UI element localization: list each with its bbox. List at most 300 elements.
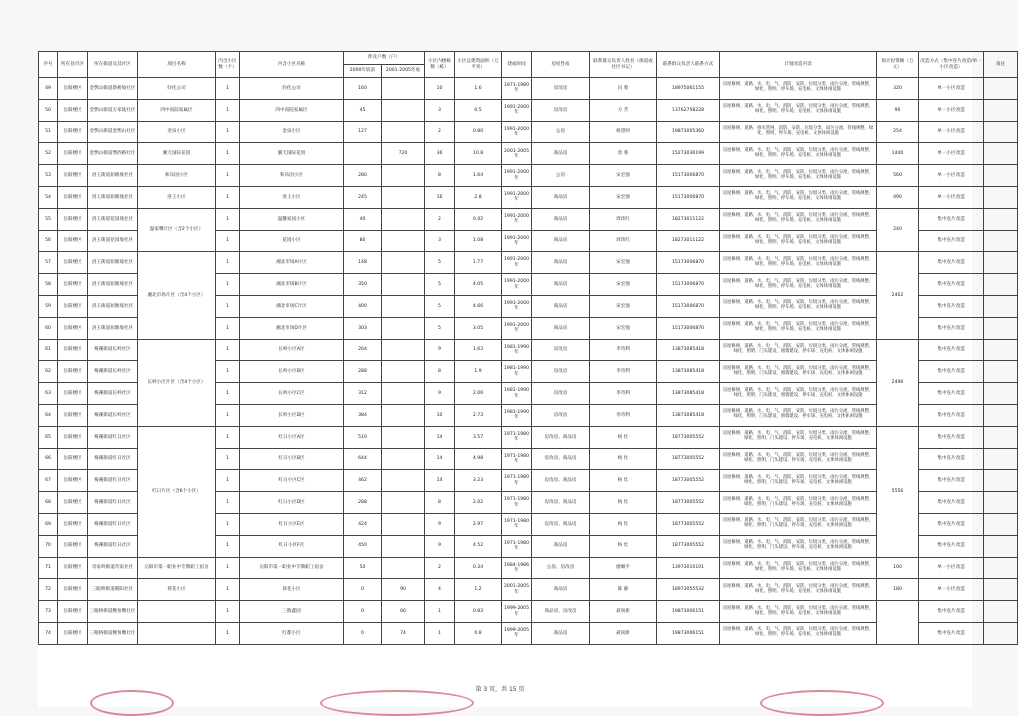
cell-phone: 19873005360 [657,121,720,143]
cell-sub-count: 1 [216,426,240,448]
cell-remark [984,383,1018,405]
cell-investment: 490 [877,186,919,208]
cell-hh-2005 [382,513,425,535]
cell-built: 1999-2005年 [502,601,532,623]
cell-remark [984,448,1018,470]
table-body [39,78,1018,645]
cell-mode: 单一小区改造 [919,165,984,187]
cell-built: 1991-2000年 [502,208,532,230]
cell-plan: 房屋修缮、道路、水、电、气、消防、安防、垃圾分类、雨污分流、管线规整、绿化、照明、停车场、充电桩、文体休闲设施 [720,252,877,274]
cell-contact: 宋宏强 [590,317,657,339]
cell-remark [984,426,1018,448]
cell-buildings: 14 [425,448,455,470]
cell-district: 岳阳楼区 [58,121,88,143]
cell-built: 1991-2000年 [502,121,532,143]
cell-investment: 320 [877,78,919,100]
cell-remark [984,208,1018,230]
cell-sub-name: 红日小区A区 [240,426,344,448]
cell-nature: 商品房 [532,186,590,208]
cell-phone: 13973010101 [657,557,720,579]
header-project: 项目名称 [138,52,216,78]
cell-phone: 15173006870 [657,317,720,339]
cell-mode: 集中连片改造 [919,448,984,470]
cell-mode: 集中连片改造 [919,535,984,557]
cell-remark [984,622,1018,644]
table-row [39,121,1018,143]
cell-sub-name: 红日小区B区 [240,448,344,470]
cell-remark [984,404,1018,426]
cell-built: 1984-1986年 [502,557,532,579]
cell-phone: 15173006870 [657,295,720,317]
cell-contact: 方 芳 [590,99,657,121]
cell-district: 岳阳楼区 [58,622,88,644]
cell-nature: 商品房 [532,252,590,274]
cell-phone: 18973055532 [657,579,720,601]
cell-buildings: 5 [425,295,455,317]
cell-remark [984,361,1018,383]
cell-hh-2005 [382,383,425,405]
cell-contact: 余 蓉 [590,143,657,165]
header-remark: 备注 [984,52,1018,78]
cell-hh-2000: 0 [344,601,382,623]
cell-phone: 18773005552 [657,470,720,492]
cell-mode: 集中连片改造 [919,601,984,623]
cell-contact: 杨 灶 [590,535,657,557]
header-hh-2005: 2001-2005年底 [382,65,425,78]
cell-sub-count: 1 [216,165,240,187]
cell-remark [984,535,1018,557]
cell-buildings: 1 [425,601,455,623]
cell-area: 2.8 [455,186,502,208]
cell-area: 2.73 [455,404,502,426]
cell-remark [984,579,1018,601]
cell-nature: 房改房、商品房 [532,513,590,535]
cell-district: 岳阳楼区 [58,404,88,426]
cell-seq: 54 [39,186,58,208]
cell-sub-count: 1 [216,448,240,470]
cell-sub-name: 四中南院家属区 [240,99,344,121]
cell-nature: 房改房 [532,404,590,426]
cell-built: 1991-2000年 [502,186,532,208]
header-plan: 计划改造内容 [720,52,877,78]
cell-street: 梅溪街道长岭社区 [88,361,138,383]
cell-street: 洛王街道屈塘坡社区 [88,186,138,208]
cell-built: 1981-1990年 [502,383,532,405]
cell-hh-2005 [382,339,425,361]
cell-nature: 商品房 [532,274,590,296]
cell-seq: 74 [39,622,58,644]
cell-hh-2000: 644 [344,448,382,470]
cell-sub-count: 1 [216,404,240,426]
cell-phone: 13762758228 [657,99,720,121]
cell-built: 1971-1980年 [502,78,532,100]
cell-remark [984,601,1018,623]
cell-hh-2005 [382,252,425,274]
cell-built: 2001-2005年 [502,143,532,165]
table-row [39,601,1018,623]
cell-built: 2001-2005年 [502,579,532,601]
cell-built: 1971-1980年 [502,426,532,448]
cell-district: 岳阳楼区 [58,274,88,296]
cell-remark [984,186,1018,208]
table-row [39,186,1018,208]
cell-mode: 集中连片改造 [919,274,984,296]
cell-plan: 房屋修缮、道路、水、电、气、消防、安防、垃圾分类、雨污分流、管线规整、绿化、照明、门头建设、围墙建设、停车场、充电桩、文体休闲设施 [720,339,877,361]
cell-built: 1971-1980年 [502,535,532,557]
cell-seq: 50 [39,99,58,121]
cell-remark [984,143,1018,165]
cell-remark [984,274,1018,296]
cell-seq: 55 [39,208,58,230]
cell-phone: 15173006870 [657,274,720,296]
cell-buildings: 5 [425,317,455,339]
cell-hh-2000: 264 [344,339,382,361]
cell-hh-2005 [382,404,425,426]
cell-area: 3.05 [455,317,502,339]
cell-hh-2000: 45 [344,99,382,121]
cell-plan: 房屋修缮、道路、排水管网、消防、安防、垃圾分类、雨污分流、管线规整、绿化、照明、停车场、充电桩、文体休闲设施 [720,121,877,143]
cell-contact: 陈 静 [590,579,657,601]
cell-remark [984,121,1018,143]
header-area: 小区总建筑面积（万平米） [455,52,502,78]
cell-remark [984,99,1018,121]
cell-built: 1971-1980年 [502,470,532,492]
cell-plan: 房屋修缮、道路、水、电、气、消防、安防、垃圾分类、雨污分流、管线规整、绿化、照明、门头建设、停车场、充电桩、文体休闲设施 [720,492,877,514]
cell-nature: 商品房 [532,579,590,601]
cell-seq: 64 [39,404,58,426]
cell-area: 1.63 [455,339,502,361]
cell-project: 四中南院家属区 [138,99,216,121]
cell-hh-2000: 510 [344,426,382,448]
cell-investment: 254 [877,121,919,143]
cell-buildings: 10 [425,404,455,426]
cell-hh-2005 [382,557,425,579]
cell-phone: 15273036199 [657,143,720,165]
cell-sub-count: 1 [216,383,240,405]
cell-phone: 15173006870 [657,186,720,208]
cell-sub-name: 红日小区F区 [240,535,344,557]
cell-district: 岳阳楼区 [58,470,88,492]
cell-plan: 房屋修缮、道路、水、电、气、消防、安防、垃圾分类、雨污分流、管线规整、绿化、照明、停车场、充电桩、文体休闲设施 [720,557,877,579]
cell-mode: 单一小区改造 [919,186,984,208]
cell-mode: 单一小区改造 [919,579,984,601]
cell-built: 1971-1980年 [502,513,532,535]
cell-hh-2005 [382,165,425,187]
cell-sub-name: 长岭小区B区 [240,361,344,383]
cell-hh-2005: 66 [382,601,425,623]
cell-built: 1991-2000年 [502,295,532,317]
header-phone: 联系群众负责人联系方式 [657,52,720,78]
cell-nature: 房改房 [532,383,590,405]
cell-contact: 李奇利 [590,383,657,405]
cell-nature: 房改房、商品房 [532,448,590,470]
cell-seq: 49 [39,78,58,100]
header-sub-count: 内含小区数（个） [216,52,240,78]
cell-street: 金鹗山街道万家垅社区 [88,99,138,121]
cell-nature: 商品房 [532,208,590,230]
cell-project: 洛王小区 [138,186,216,208]
cell-hh-2005: 90 [382,579,425,601]
cell-sub-name: 长岭小区D区 [240,404,344,426]
cell-sub-name: 洛王小区 [240,186,344,208]
cell-mode: 集中连片改造 [919,317,984,339]
cell-buildings: 1 [425,622,455,644]
seal-stamp [760,690,884,716]
cell-seq: 72 [39,579,58,601]
cell-sub-name: 和乐园小区 [240,165,344,187]
cell-district: 岳阳楼区 [58,99,88,121]
cell-plan: 房屋修缮、道路、水、电、气、消防、安防、垃圾分类、雨污分流、管线规整、绿化、照明、门头建设、停车场、充电桩、文体休闲设施 [720,470,877,492]
cell-nature: 房改房 [532,99,590,121]
cell-seq: 58 [39,274,58,296]
cell-hh-2000: 288 [344,492,382,514]
cell-sub-name: 温馨家园小区 [240,208,344,230]
cell-area: 4.66 [455,295,502,317]
cell-plan: 房屋修缮、道路、水、电、气、消防、安防、垃圾分类、雨污分流、管线规整、绿化、照明、停车场、充电桩、文体休闲设施 [720,78,877,100]
cell-sub-count: 1 [216,230,240,252]
cell-street: 梅溪街道红日社区 [88,470,138,492]
cell-sub-name: 红日小区C区 [240,470,344,492]
table-row [39,557,1018,579]
table-row [39,165,1018,187]
cell-sub-name: 荷花小区 [240,579,344,601]
cell-street: 金鹗山街道金鹗山社区 [88,121,138,143]
cell-street: 梅溪街道红日社区 [88,513,138,535]
cell-hh-2005 [382,317,425,339]
cell-phone: 18773005552 [657,513,720,535]
cell-built: 1981-1990年 [502,404,532,426]
cell-street: 三眼桥街道鲤鱼嘴社区 [88,601,138,623]
cell-area: 10.8 [455,143,502,165]
cell-phone: 18975061155 [657,78,720,100]
cell-project: 轻化公司 [138,78,216,100]
cell-project [138,622,216,644]
cell-built: 1991-2000年 [502,317,532,339]
cell-street: 梅溪街道红日社区 [88,535,138,557]
cell-sub-name: 湘天国际花园 [240,143,344,165]
cell-sub-name: 红日小区D区 [240,492,344,514]
cell-street: 洛王街道屈塘坡社区 [88,252,138,274]
cell-project [138,601,216,623]
cell-phone: 13873085418 [657,383,720,405]
cell-mode: 单一小区改造 [919,143,984,165]
cell-mode: 集中连片改造 [919,622,984,644]
cell-street: 梅溪街道长岭社区 [88,339,138,361]
cell-street: 金鹗山街道新桥坡社区 [88,78,138,100]
header-built: 建成时间 [502,52,532,78]
cell-sub-name: 长岭小区A区 [240,339,344,361]
cell-sub-name: 岳阳市第一职业中专教职工宿舍 [240,557,344,579]
cell-buildings: 3 [425,99,455,121]
cell-plan: 房屋修缮、道路、水、电、气、消防、安防、垃圾分类、雨污分流、管线规整、绿化、照明、停车场、充电桩、文体休闲设施 [720,601,877,623]
cell-nature: 商品房 [532,295,590,317]
cell-sub-count: 1 [216,317,240,339]
table-row [39,143,1018,165]
cell-mode: 集中连片改造 [919,230,984,252]
cell-area: 1.64 [455,165,502,187]
header-hh-2000: 2000年底前 [344,65,382,78]
cell-remark [984,252,1018,274]
cell-contact: 李奇利 [590,361,657,383]
cell-mode: 集中连片改造 [919,492,984,514]
cell-nature: 房改房、商品房 [532,426,590,448]
cell-plan: 房屋修缮、道路、水、电、气、消防、安防、垃圾分类、雨污分流、管线规整、绿化、照明、门头建设、围墙建设、停车场、充电桩、文体休闲设施 [720,383,877,405]
cell-district: 岳阳楼区 [58,78,88,100]
cell-sub-count: 1 [216,99,240,121]
cell-seq: 60 [39,317,58,339]
cell-seq: 61 [39,339,58,361]
cell-seq: 57 [39,252,58,274]
cell-built: 1991-2000年 [502,274,532,296]
table-row [39,426,1018,448]
header-sub-name: 内含小区名称 [240,52,344,78]
cell-nature: 房改房 [532,361,590,383]
cell-plan: 房屋修缮、道路、水、电、气、消防、安防、垃圾分类、雨污分流、管线规整、绿化、照明、停车场、充电桩、文体休闲设施 [720,622,877,644]
cell-hh-2000: 312 [344,383,382,405]
header-mode: 改造方式（集中连片改造/单一小区改造） [919,52,984,78]
cell-district: 岳阳楼区 [58,448,88,470]
cell-area: 4.98 [455,448,502,470]
cell-remark [984,165,1018,187]
cell-buildings: 2 [425,208,455,230]
cell-phone: 18273011122 [657,230,720,252]
cell-district: 岳阳楼区 [58,339,88,361]
cell-hh-2000: 280 [344,165,382,187]
cell-investment: 90 [877,99,919,121]
header-households: 涉及户数（户） [344,52,425,65]
cell-district: 岳阳楼区 [58,601,88,623]
cell-nature: 公房 [532,121,590,143]
cell-remark [984,317,1018,339]
cell-remark [984,230,1018,252]
cell-buildings: 16 [425,186,455,208]
cell-contact: 杨 灶 [590,448,657,470]
cell-project: 金泉小区 [138,121,216,143]
cell-seq: 71 [39,557,58,579]
cell-area: 1.77 [455,252,502,274]
cell-area: 0.80 [455,121,502,143]
cell-plan: 房屋修缮、道路、水、电、气、消防、安防、垃圾分类、雨污分流、管线规整、绿化、照明、停车场、充电桩、文体休闲设施 [720,186,877,208]
cell-buildings: 14 [425,426,455,448]
cell-project: 温家嘴片区（含2个小区） [138,208,216,252]
cell-contact: 杨 灶 [590,426,657,448]
cell-hh-2005 [382,295,425,317]
cell-sub-name: 红日小区E区 [240,513,344,535]
cell-plan: 房屋修缮、道路、水、电、气、消防、安防、垃圾分类、雨污分流、管线规整、绿化、照明、停车场、充电桩、文体休闲设施 [720,165,877,187]
table-header [39,52,1018,78]
cell-remark [984,295,1018,317]
cell-nature: 商品房、房改房 [532,601,590,623]
cell-sub-name: 红都小区 [240,622,344,644]
cell-hh-2000: 40 [344,208,382,230]
cell-plan: 房屋修缮、道路、水、电、气、消防、安防、垃圾分类、雨污分流、管线规整、绿化、照明、门头建设、围墙建设、停车场、充电桩、文体休闲设施 [720,404,877,426]
cell-hh-2005 [382,426,425,448]
cell-seq: 65 [39,426,58,448]
cell-street: 金鹗山街道鹗西路社区 [88,143,138,165]
cell-district: 岳阳楼区 [58,535,88,557]
cell-built: 1981-1990年 [502,361,532,383]
cell-sub-count: 1 [216,274,240,296]
cell-hh-2005 [382,78,425,100]
cell-hh-2000: 148 [344,252,382,274]
cell-built: 1971-1980年 [502,492,532,514]
cell-district: 岳阳楼区 [58,361,88,383]
cell-district: 岳阳楼区 [58,295,88,317]
cell-investment: 180 [877,579,919,601]
cell-project: 和乐园小区 [138,165,216,187]
cell-mode: 集中连片改造 [919,513,984,535]
cell-nature: 商品房 [532,622,590,644]
cell-contact: 周玮红 [590,230,657,252]
table-row [39,339,1018,361]
cell-street: 洛王街道屈塘坡社区 [88,165,138,187]
cell-sub-name: 金泉小区 [240,121,344,143]
cell-contact: 杨 灶 [590,470,657,492]
cell-contact: 廖佩平 [590,557,657,579]
cell-phone: 19873006151 [657,622,720,644]
cell-phone: 13873085418 [657,404,720,426]
cell-hh-2000: 462 [344,470,382,492]
cell-built: 1971-1980年 [502,448,532,470]
cell-area: 0.8 [455,622,502,644]
cell-mode: 集中连片改造 [919,252,984,274]
cell-buildings: 10 [425,78,455,100]
cell-area: 0.42 [455,208,502,230]
cell-nature: 商品房 [532,535,590,557]
cell-contact: 杨 灶 [590,513,657,535]
cell-sub-count: 1 [216,513,240,535]
cell-mode: 集中连片改造 [919,470,984,492]
cell-investment: 560 [877,165,919,187]
cell-built: 1991-2000年 [502,165,532,187]
cell-contact: 聂尚新 [590,622,657,644]
table-row [39,579,1018,601]
cell-hh-2005 [382,208,425,230]
cell-plan: 房屋修缮、道路、水、电、气、消防、安防、垃圾分类、雨污分流、管线规整、绿化、照明、门头建设、停车场、充电桩、文体休闲设施 [720,426,877,448]
table-row [39,252,1018,274]
table-row [39,208,1018,230]
cell-buildings: 8 [425,361,455,383]
cell-buildings: 4 [425,579,455,601]
cell-sub-count: 1 [216,252,240,274]
cell-nature: 商品房 [532,143,590,165]
cell-plan: 房屋修缮、道路、水、电、气、消防、安防、垃圾分类、雨污分流、管线规整、绿化、照明、停车场、充电桩、文体休闲设施 [720,208,877,230]
cell-district: 岳阳楼区 [58,208,88,230]
cell-seq: 51 [39,121,58,143]
cell-sub-count: 1 [216,579,240,601]
cell-hh-2000: 400 [344,295,382,317]
seal-stamps [0,690,1000,706]
cell-nature: 房改房、商品房 [532,470,590,492]
table-row [39,622,1018,644]
cell-district: 岳阳楼区 [58,143,88,165]
cell-nature: 公房 [532,165,590,187]
cell-project: 湘天国际花园 [138,143,216,165]
cell-sub-count: 1 [216,295,240,317]
cell-sub-name: 湘北市场A片区 [240,252,344,274]
cell-sub-count: 1 [216,601,240,623]
cell-hh-2005 [382,492,425,514]
cell-plan: 房屋修缮、道路、水、电、气、消防、安防、垃圾分类、雨污分流、管线规整、绿化、照明、停车场、充电桩、文体休闲设施 [720,317,877,339]
cell-plan: 房屋修缮、道路、水、电、气、消防、安防、垃圾分类、雨污分流、管线规整、绿化、照明、停车场、充电桩、文体休闲设施 [720,143,877,165]
cell-contact: 李奇利 [590,339,657,361]
cell-street: 洛王街道屈塘坡社区 [88,317,138,339]
cell-seq: 56 [39,230,58,252]
cell-district: 岳阳楼区 [58,579,88,601]
header-contact: 联系群众负责人姓名（街道或社区书记） [590,52,657,78]
cell-hh-2000 [344,143,382,165]
cell-investment: 240 [877,208,919,252]
